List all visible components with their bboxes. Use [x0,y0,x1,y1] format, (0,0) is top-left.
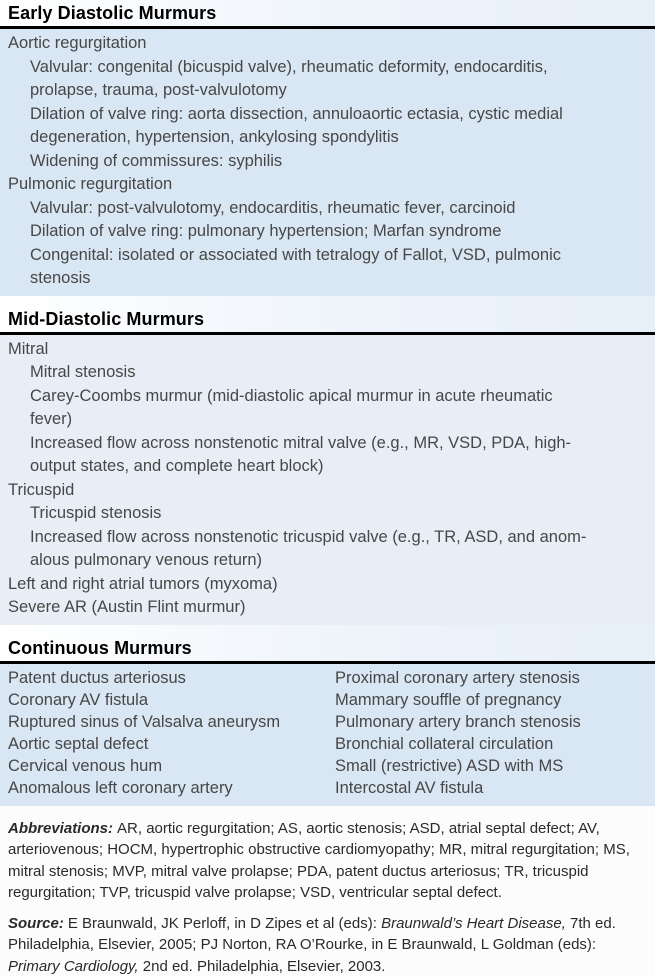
list-item: Small (restrictive) ASD with MS [327,755,655,777]
list-item: Cervical venous hum [0,755,327,777]
list-item: Coronary AV fistula [0,689,327,711]
source-segment: 7th ed. Philadelphia, Elsevier, 2005; PJ Norton, RA O’Rourke, in E Braunwald, L Goldman (eds): [8,915,616,954]
column-right [327,667,655,799]
source-note [8,913,645,977]
list-item: Aortic septal defect [0,733,327,755]
list-item: Increased flow across nonstenotic tricuspid valve (e.g., TR, ASD, and anom- alous pulmonary venous return) [0,526,655,573]
list-item: Mitral stenosis [0,361,655,385]
source-segment: Braunwald’s Heart Disease, [381,915,566,932]
list-item: Left and right atrial tumors (myxoma) [0,573,655,597]
list-item: Patent ductus arteriosus [0,667,327,689]
list-item: Severe AR (Austin Flint murmur) [0,596,655,620]
section-header: Early Diastolic Murmurs [0,0,655,29]
source-text [8,915,616,975]
abbreviations-text: AR, aortic regurgitation; AS, aortic stenosis; ASD, atrial septal defect; AV, arteriovenous; HOCM, hypertrophic obstructive cardiomyopathy; MR, mitral regurgitation; MS, mitral stenosis; MVP, mitral valve prolapse; PDA, patent ductus arteriosus; TR, tricuspid regurgitation; TVP, tricuspid valve prolapse; VSD, ventricular septal defect. [8,820,630,902]
list-item: Mammary souffle of pregnancy [327,689,655,711]
footnotes [0,806,655,977]
list-item: Aortic regurgitation [0,32,655,56]
source-label: Source: [8,915,64,932]
list-item: Dilation of valve ring: pulmonary hypertension; Marfan syndrome [0,220,655,244]
list-item: Mitral [0,338,655,362]
section-header: Mid-Diastolic Murmurs [0,296,655,335]
list-item: Valvular: congenital (bicuspid valve), rheumatic deformity, endocarditis, prolapse, trauma, post-valvulotomy [0,56,655,103]
section-content [0,29,655,296]
list-item: Ruptured sinus of Valsalva aneurysm [0,711,327,733]
section-header: Continuous Murmurs [0,625,655,664]
list-item: Tricuspid [0,479,655,503]
source-segment: E Braunwald, JK Perloff, in D Zipes et al (eds): [68,915,381,932]
list-item: Increased flow across nonstenotic mitral valve (e.g., MR, VSD, PDA, high- output states, and complete heart block) [0,432,655,479]
list-item: Pulmonic regurgitation [0,173,655,197]
list-item: Bronchial collateral circulation [327,733,655,755]
section-columns [0,664,655,806]
list-item: Valvular: post-valvulotomy, endocarditis, rheumatic fever, carcinoid [0,197,655,221]
list-item: Intercostal AV fistula [327,777,655,799]
source-segment: 2nd ed. Philadelphia, Elsevier, 2003. [139,958,386,975]
list-item: Tricuspid stenosis [0,502,655,526]
section-content [0,335,655,625]
list-item: Pulmonary artery branch stenosis [327,711,655,733]
source-segment: Primary Cardiology, [8,958,139,975]
list-item: Proximal coronary artery stenosis [327,667,655,689]
list-item: Anomalous left coronary artery [0,777,327,799]
list-item: Widening of commissures: syphilis [0,150,655,174]
column-left [0,667,327,799]
list-item: Carey-Coombs murmur (mid-diastolic apical murmur in acute rheumatic fever) [0,385,655,432]
abbreviations-note [8,818,645,904]
abbreviations-label: Abbreviations: [8,820,113,837]
list-item: Congenital: isolated or associated with tetralogy of Fallot, VSD, pulmonic stenosis [0,244,655,291]
list-item: Dilation of valve ring: aorta dissection, annuloaortic ectasia, cystic medial degeneration, hypertension, ankylosing spondylitis [0,103,655,150]
